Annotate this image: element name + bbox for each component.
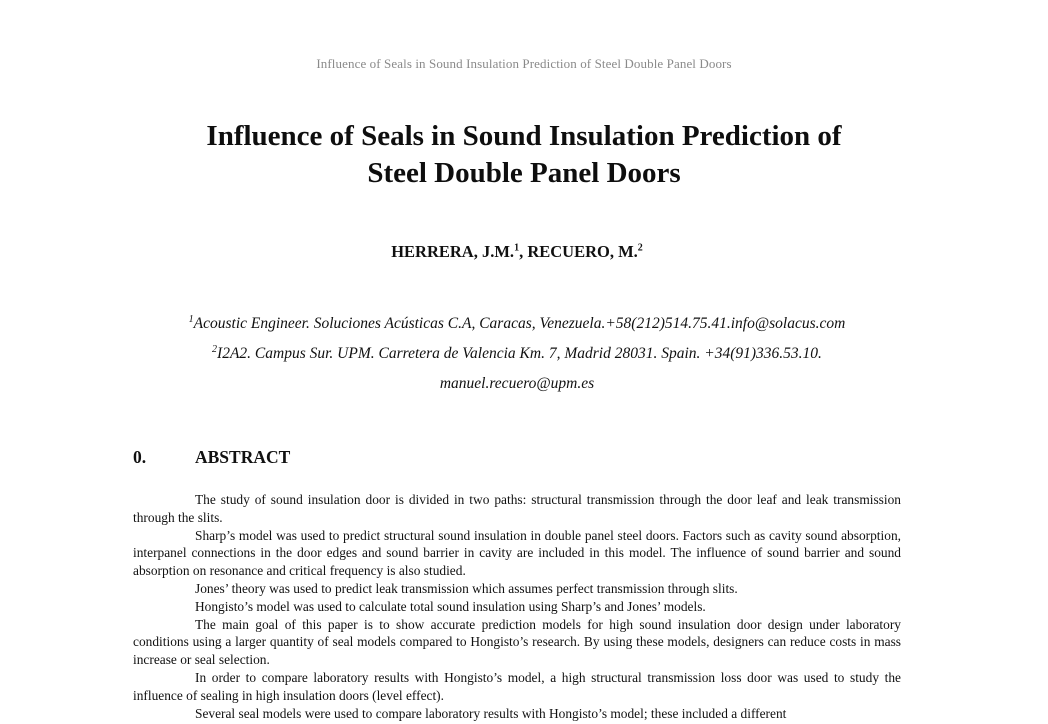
- title-line-2: Steel Double Panel Doors: [367, 157, 681, 189]
- section-heading: [133, 447, 290, 468]
- abstract-paragraph-1: The study of sound insulation door is divided in two paths: structural transmission through the door leaf and leak transmission through the slits.: [133, 492, 901, 525]
- abstract-paragraph-4: Hongisto’s model was used to calculate total sound insulation using Sharp’s and Jones’ models.: [195, 598, 706, 614]
- section-number: 0.: [133, 447, 147, 467]
- section-title: ABSTRACT: [195, 447, 291, 467]
- affiliation-1-marker: 1: [188, 313, 194, 325]
- abstract-paragraph-3: Jones’ theory was used to predict leak transmission which assumes perfect transmission through slits.: [195, 580, 738, 596]
- affiliation-email-text: manuel.recuero@upm.es: [439, 375, 595, 392]
- author-separator: ,: [519, 242, 528, 261]
- author-2-affil-marker: 2: [637, 242, 643, 254]
- abstract-body: [133, 491, 901, 722]
- abstract-paragraph-6: In order to compare laboratory results with Hongisto’s model, a high structural transmission loss door was used to study the influence of sealing in high insulation doors (level effect).: [133, 669, 901, 703]
- author-2-name: RECUERO, M.: [527, 242, 638, 261]
- authors: [0, 242, 1034, 262]
- paper-title: [0, 118, 1048, 192]
- affiliation-1-text: Acoustic Engineer. Soluciones Acústicas C.A, Caracas, Venezuela.+58(212)514.75.41.info@solacus.com: [193, 315, 846, 332]
- abstract-paragraph-5: The main goal of this paper is to show accurate prediction models for high sound insulation door design under laboratory conditions using a larger quantity of seal models compared to Hongisto’s research. By using these models, designers can reduce costs in mass increase or seal selection.: [133, 616, 901, 668]
- affiliation-2-text: I2A2. Campus Sur. UPM. Carretera de Valencia Km. 7, Madrid 28031. Spain. +34(91)336.53.10.: [217, 345, 822, 362]
- author-1-name: HERRERA, J.M.: [391, 242, 515, 261]
- author-1-affil-marker: 1: [514, 242, 520, 254]
- affiliation-1: [0, 315, 1034, 333]
- title-line-1: Influence of Seals in Sound Insulation Prediction of: [206, 120, 842, 152]
- affiliation-email: [0, 375, 1034, 393]
- affiliation-2-marker: 2: [212, 343, 218, 355]
- abstract-paragraph-2: Sharp’s model was used to predict structural sound insulation in double panel steel doors. Factors such as cavity sound absorption, interpanel connections in the door edges and sound barrier in cavity are included in this model. The influence of sound barrier and sound absorption on resonance and critical frequency is also studied.: [133, 527, 901, 579]
- running-head: Influence of Seals in Sound Insulation Prediction of Steel Double Panel Doors: [316, 56, 732, 71]
- affiliation-2: [0, 345, 1034, 363]
- abstract-paragraph-7: Several seal models were used to compare laboratory results with Hongisto’s model; these included a different: [195, 705, 787, 721]
